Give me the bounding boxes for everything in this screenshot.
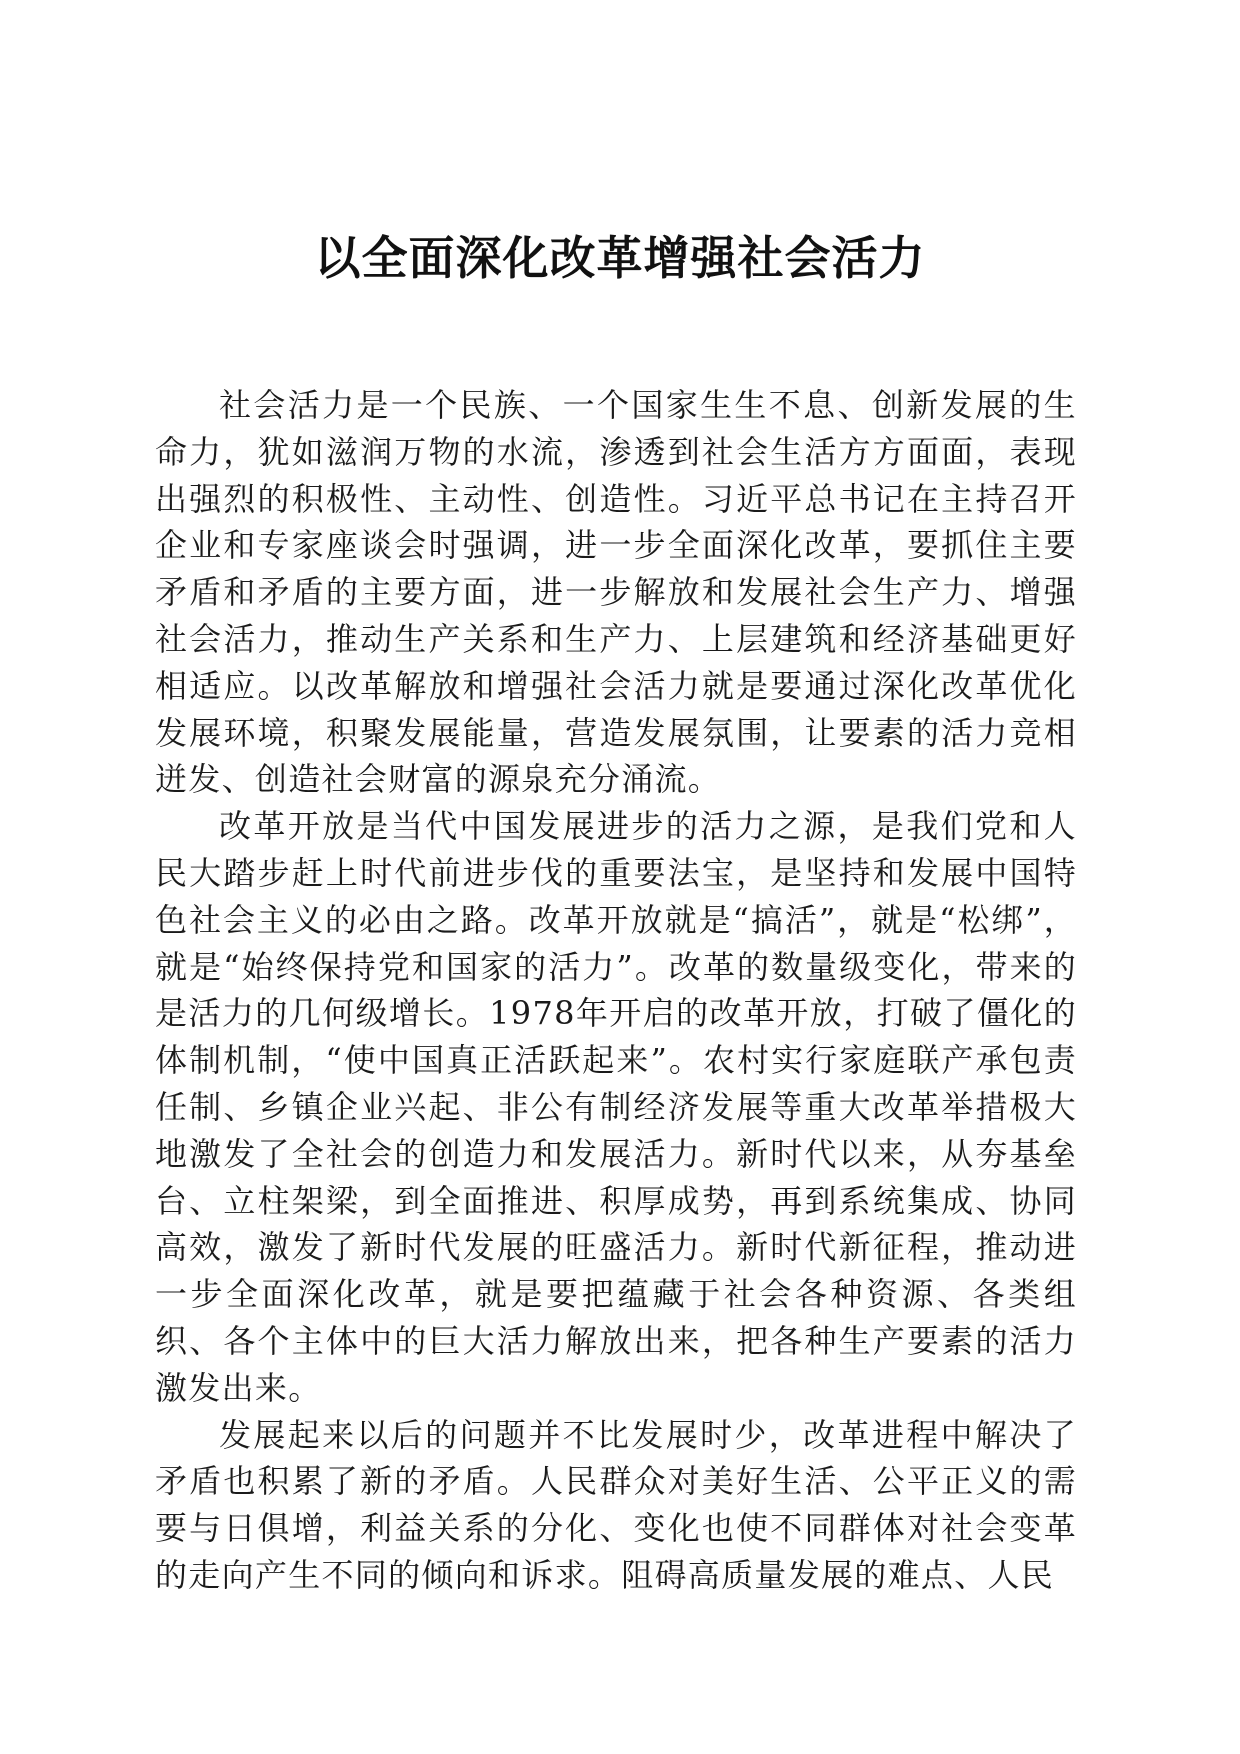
paragraph-3: 发展起来以后的问题并不比发展时少，改革进程中解决了矛盾也积累了新的矛盾。人民群众对美好生活、公平正义的需要与日俱增，利益关系的分化、变化也使不同群体对社会变革的走向产生不同的倾向和诉求。阻碍高质量发展的难点、人民 xyxy=(155,1415,1077,1594)
paragraph-2: 改革开放是当代中国发展进步的活力之源，是我们党和人民大踏步赶上时代前进步伐的重要法宝，是坚持和发展中国特色社会主义的必由之路。改革开放就是“搞活”，就是“松绑”，就是“始终保持党和国家的活力”。改革的数量级变化，带来的是活力的几何级增长。1978年开启的改革开放，打破了僵化的体制机制，“使中国真正活跃起来”。农村实行家庭联产承包责任制、乡镇企业兴起、非公有制经济发展等重大改革举措极大地激发了全社会的创造力和发展活力。新时代以来，从夯基垒台、立柱架梁，到全面推进、积厚成势，再到系统集成、协同高效，激发了新时代发展的旺盛活力。新时代新征程，推动进一步全面深化改革，就是要把蕴藏于社会各种资源、各类组织、各个主体中的巨大活力解放出来，把各种生产要素的活力激发出来。 xyxy=(155,807,1077,1407)
paragraph-1: 社会活力是一个民族、一个国家生生不息、创新发展的生命力，犹如滋润万物的水流，渗透到社会生活方方面面，表现出强烈的积极性、主动性、创造性。习近平总书记在主持召开企业和专家座谈会时强调，进一步全面深化改革，要抓住主要矛盾和矛盾的主要方面，进一步解放和发展社会生产力、增强社会活力，推动生产关系和生产力、上层建筑和经济基础更好相适应。以改革解放和增强社会活力就是要通过深化改革优化发展环境，积聚发展能量，营造发展氛围，让要素的活力竞相迸发、创造社会财富的源泉充分涌流。 xyxy=(155,386,1077,799)
article-body xyxy=(155,382,1077,1599)
page-title: 以全面深化改革增强社会活力 xyxy=(314,231,926,285)
